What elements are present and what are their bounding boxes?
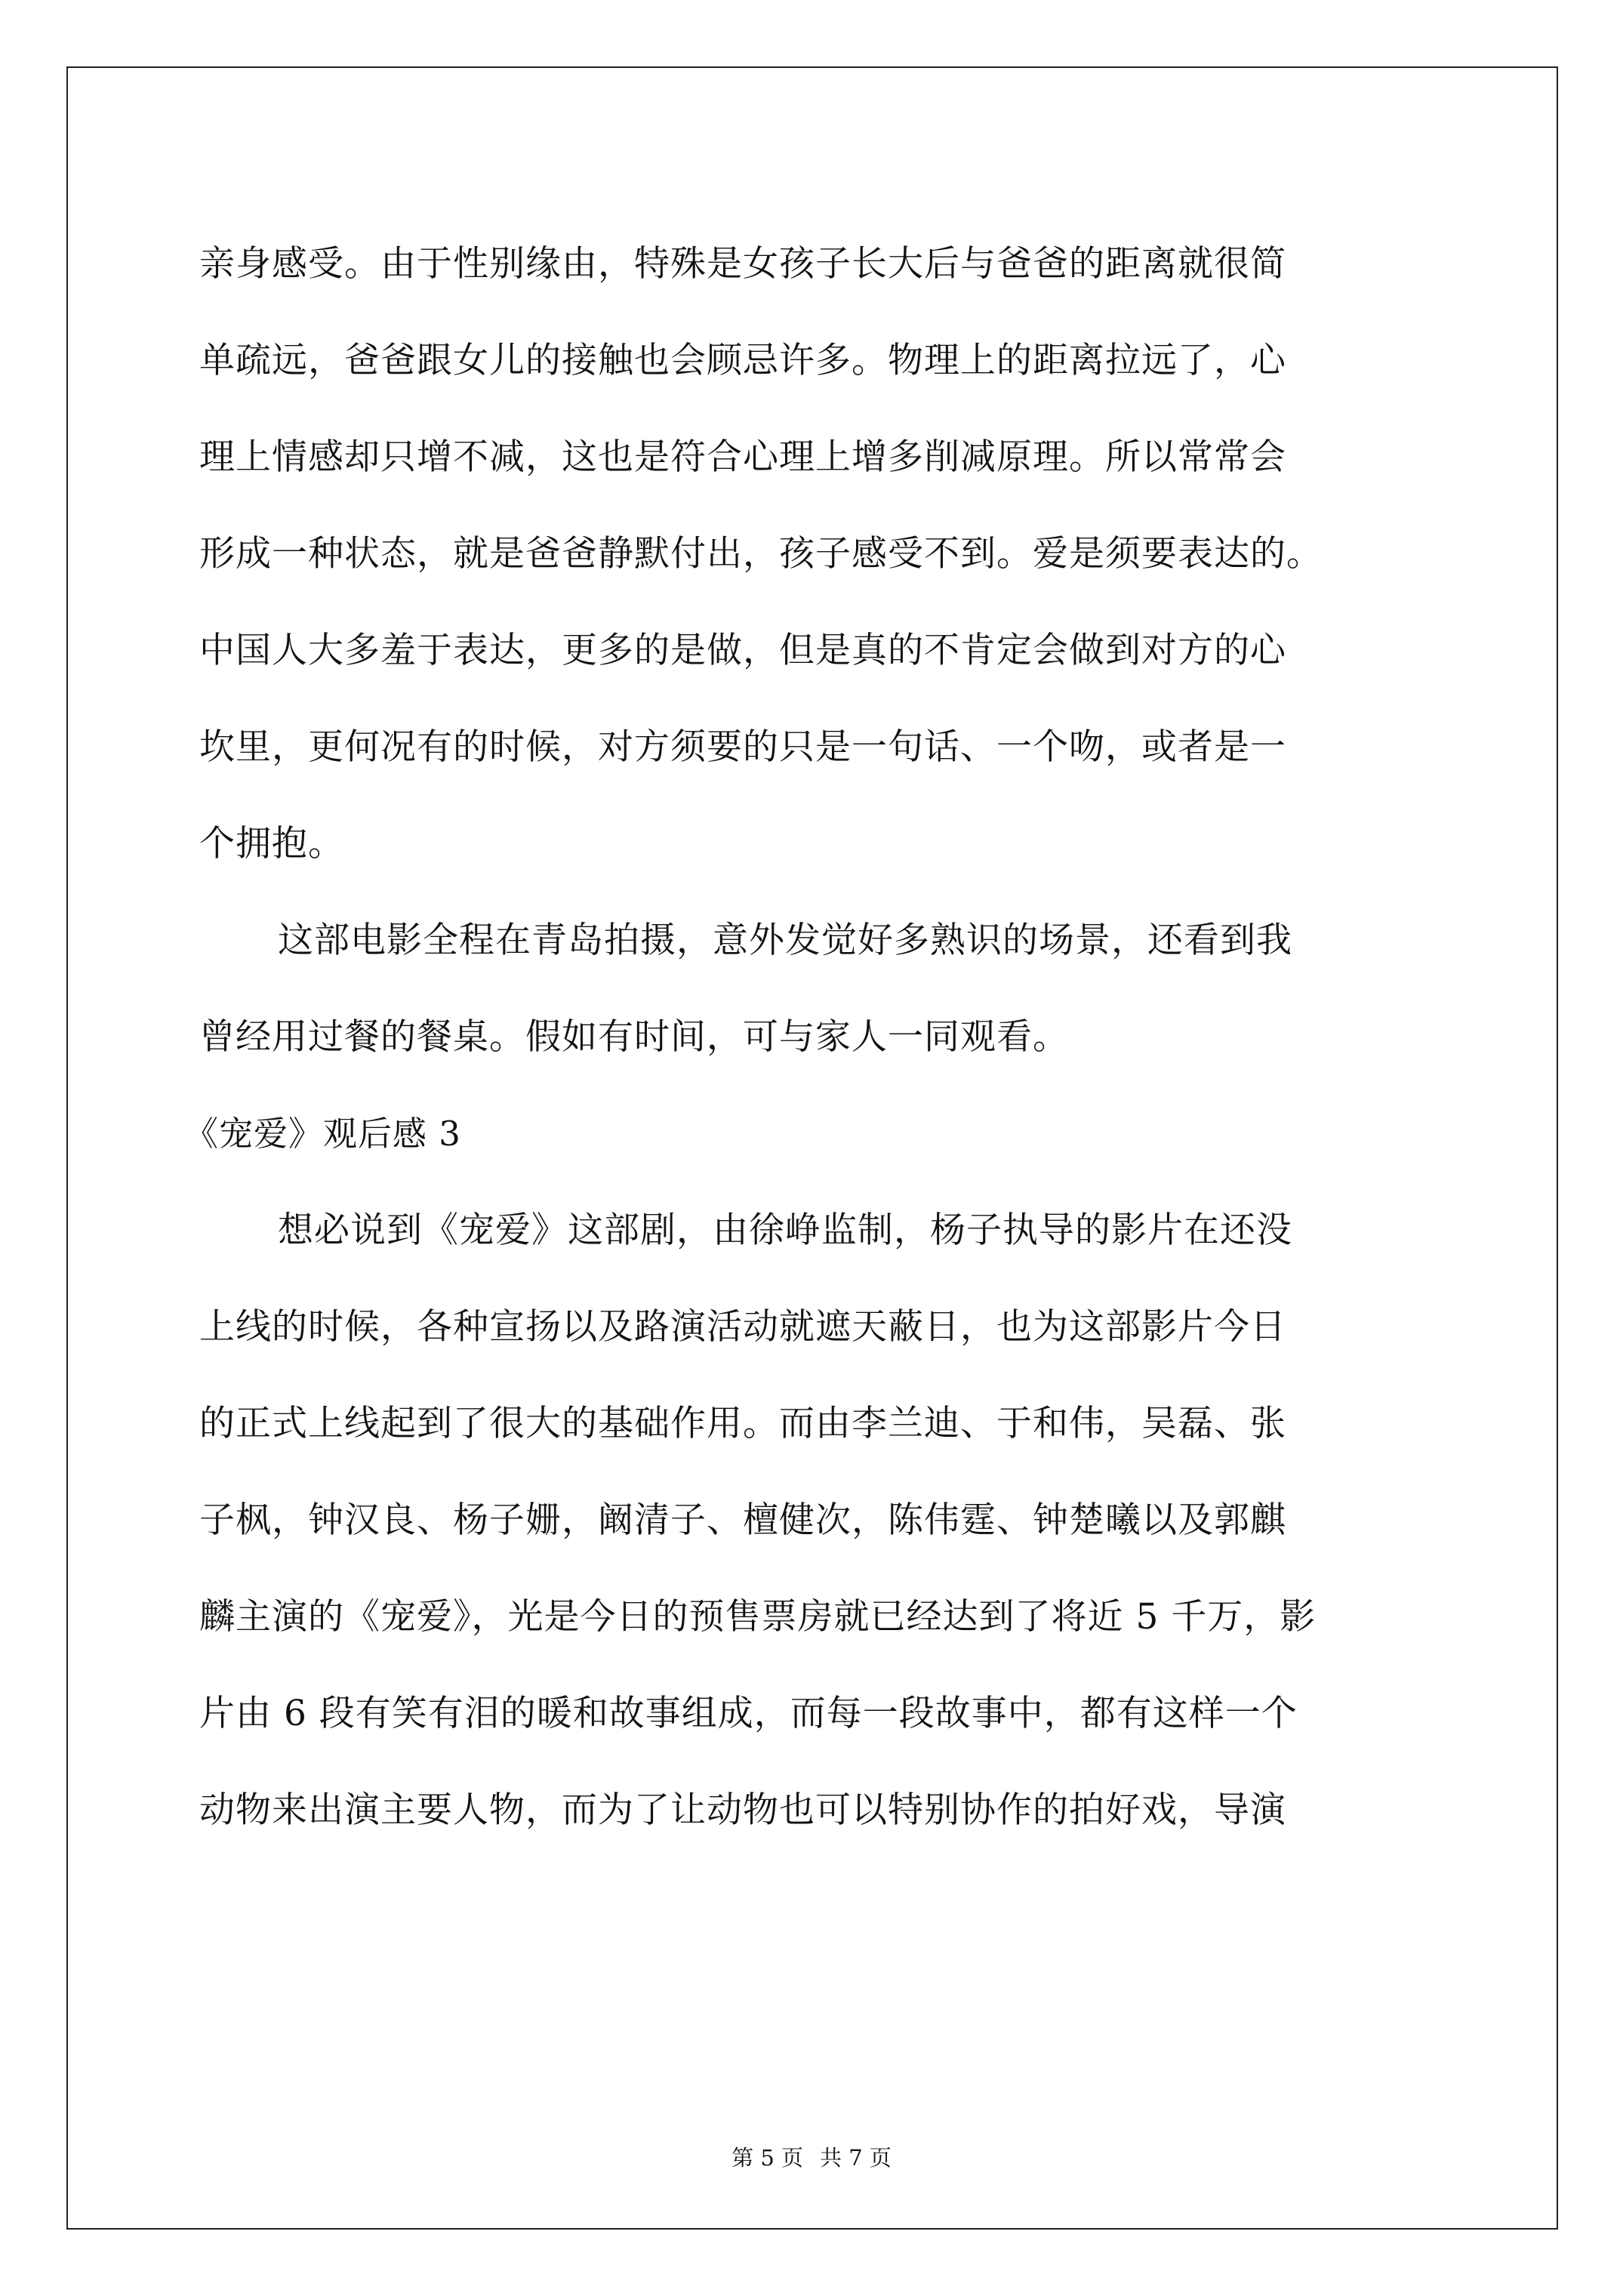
paragraph-line: 单疏远，爸爸跟女儿的接触也会顾忌许多。物理上的距离拉远了，心 [199, 340, 1286, 381]
paragraph-line: 曾经用过餐的餐桌。假如有时间，可与家人一同观看。 [199, 1016, 1069, 1058]
paragraph-line: 这部电影全程在青岛拍摄，意外发觉好多熟识的场景，还看到我 [278, 920, 1292, 961]
paragraph-line: 麟主演的《宠爱》，光是今日的预售票房就已经达到了将近 5 千万，影 [199, 1596, 1317, 1638]
paragraph-line: 的正式上线起到了很大的基础作用。而由李兰迪、于和伟，吴磊、张 [199, 1403, 1286, 1444]
paragraph-line: 坎里，更何况有的时候，对方须要的只是一句话、一个吻，或者是一 [199, 726, 1286, 768]
paragraph-line: 理上情感却只增不减，这也是符合心理上增多削减原理。所以常常会 [199, 436, 1286, 478]
paragraph-line: 形成一种状态，就是爸爸静默付出，孩子感受不到。爱是须要表达的。 [199, 533, 1323, 575]
paragraph-line: 子枫，钟汉良、杨子姗，阚清子、檀健次，陈伟霆、钟楚曦以及郭麒 [199, 1499, 1286, 1541]
paragraph-line: 动物来出演主要人物，而为了让动物也可以特别协作的拍好戏，导演 [199, 1789, 1286, 1831]
paragraph-line: 亲身感受。由于性别缘由，特殊是女孩子长大后与爸爸的距离就很简 [199, 243, 1286, 285]
paragraph-line: 片由 6 段有笑有泪的暖和故事组成，而每一段故事中，都有这样一个 [199, 1693, 1298, 1734]
paragraph-line: 中国人大多羞于表达，更多的是做，但是真的不肯定会做到对方的心 [199, 630, 1286, 671]
section-heading: 《宠爱》观后感 3 [184, 1114, 461, 1154]
paragraph-line: 个拥抱。 [199, 823, 344, 864]
page-number: 第 5 页 [731, 2145, 803, 2171]
paragraph-line: 上线的时候，各种宣扬以及路演活动就遮天蔽日，也为这部影片今日 [199, 1306, 1286, 1348]
paragraph-line: 想必说到《宠爱》这部剧，由徐峥监制，杨子执导的影片在还没 [278, 1210, 1292, 1251]
document-body [184, 216, 1437, 1859]
page-footer [0, 2143, 1623, 2173]
total-pages: 共 7 页 [820, 2145, 892, 2171]
